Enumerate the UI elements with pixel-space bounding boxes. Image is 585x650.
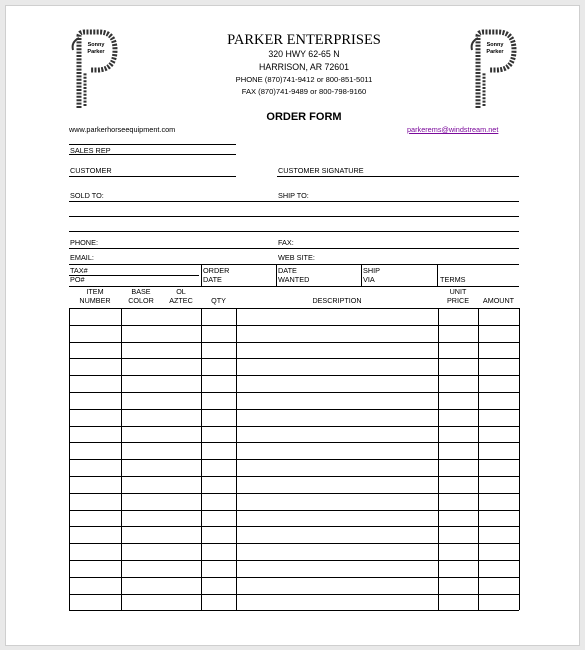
company-fax: FAX (870)741-9489 or 800-798-9160 xyxy=(241,87,367,96)
order-date-label: DATE xyxy=(203,275,222,284)
company-name: PARKER ENTERPRISES xyxy=(227,32,381,48)
table-row-line xyxy=(69,409,519,410)
th-unit-price: UNIT PRICE xyxy=(447,287,469,305)
th-amount: AMOUNT xyxy=(482,296,515,305)
web-site-label: WEB SITE: xyxy=(278,253,315,262)
logo-text-2: Parker xyxy=(87,49,105,55)
table-row-line xyxy=(69,577,519,578)
logo-text-1: Sonny xyxy=(486,42,504,48)
company-address-2: HARRISON, AR 72601 xyxy=(259,62,349,72)
sales-rep-label: SALES REP xyxy=(70,146,111,155)
terms-label: TERMS xyxy=(440,275,466,284)
fax-label: FAX: xyxy=(278,238,294,247)
logo-text-1: Sonny xyxy=(87,42,105,48)
th-description: DESCRIPTION xyxy=(312,296,362,305)
table-column-line xyxy=(121,308,122,610)
table-row-line xyxy=(69,543,519,544)
customer-label: CUSTOMER xyxy=(70,166,112,175)
table-row-line xyxy=(69,308,519,309)
table-row-line xyxy=(69,342,519,343)
table-row-line xyxy=(69,510,519,511)
via-label: VIA xyxy=(363,275,375,284)
table-row-line xyxy=(69,526,519,527)
table-row-line xyxy=(69,426,519,427)
table-row-line xyxy=(69,594,519,595)
email-link[interactable]: parkerems@windstream.net xyxy=(407,125,499,134)
table-row-line xyxy=(69,325,519,326)
wanted-label: WANTED xyxy=(278,275,310,284)
phone-label: PHONE: xyxy=(70,238,98,247)
table-row-line xyxy=(69,392,519,393)
table-row-line xyxy=(69,476,519,477)
logo-text-2: Parker xyxy=(486,49,504,55)
logo-left xyxy=(69,30,119,110)
table-column-line xyxy=(236,308,237,610)
ship-to-label: SHIP TO: xyxy=(278,191,309,200)
website-text: www.parkerhorseequipment.com xyxy=(69,125,176,134)
table-row-line xyxy=(69,560,519,561)
ship-label: SHIP xyxy=(363,266,381,275)
date-label: DATE xyxy=(278,266,297,275)
th-qty: QTY xyxy=(211,296,226,305)
table-column-line xyxy=(478,308,479,610)
table-row-line xyxy=(69,493,519,494)
sold-to-label: SOLD TO: xyxy=(70,191,104,200)
company-phone: PHONE (870)741-9412 or 800-851-5011 xyxy=(235,75,373,84)
table-row-line xyxy=(69,610,519,611)
table-row-line xyxy=(69,358,519,359)
form-title: ORDER FORM xyxy=(266,111,342,123)
table-column-line xyxy=(201,308,202,610)
th-item: ITEM NUMBER xyxy=(79,287,111,305)
tax-label: TAX# xyxy=(70,266,88,275)
table-row-line xyxy=(69,375,519,376)
order-label: ORDER xyxy=(203,266,230,275)
table-column-line xyxy=(69,308,70,610)
table-column-line xyxy=(519,308,520,610)
company-address-1: 320 HWY 62-65 N xyxy=(268,49,340,59)
th-ol: OL AZTEC xyxy=(169,287,193,305)
customer-signature-label: CUSTOMER SIGNATURE xyxy=(278,166,364,175)
logo-right xyxy=(468,30,518,110)
po-label: PO# xyxy=(70,275,85,284)
email-label: EMAIL: xyxy=(70,253,94,262)
table-column-line xyxy=(438,308,439,610)
order-form-page xyxy=(5,5,580,646)
table-row-line xyxy=(69,442,519,443)
table-row-line xyxy=(69,459,519,460)
th-base: BASE COLOR xyxy=(128,287,154,305)
